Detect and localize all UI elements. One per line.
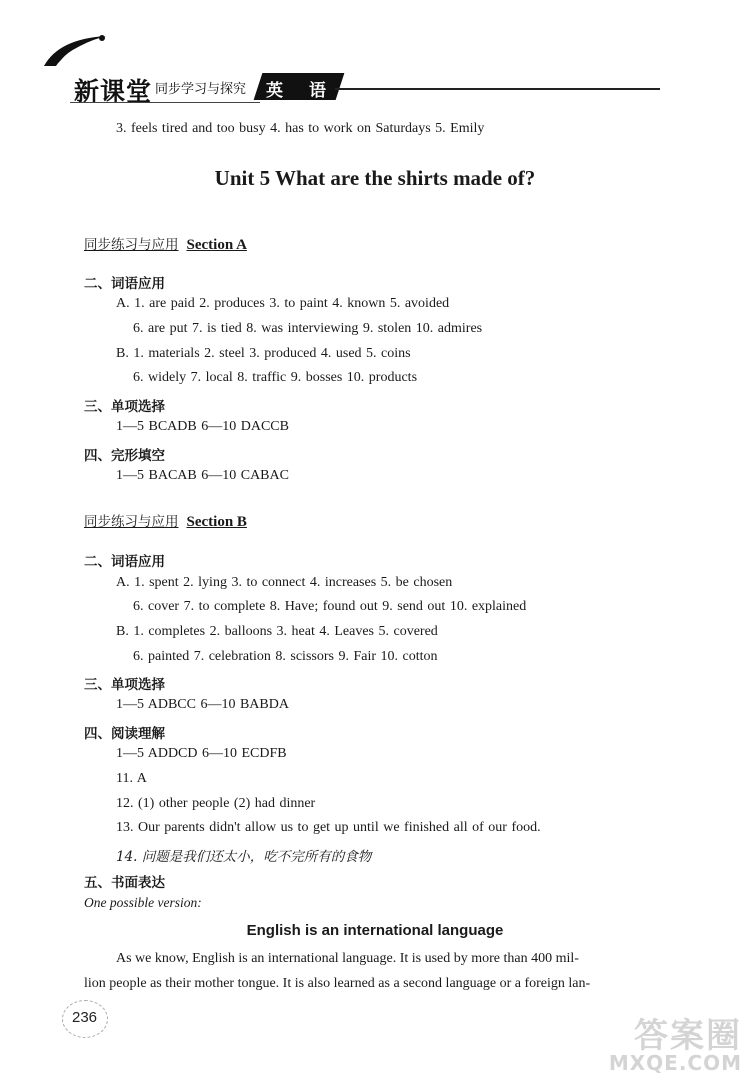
section-a-part2-head: 二、词语应用 bbox=[84, 276, 165, 292]
section-b-title-en: Section B bbox=[186, 514, 247, 530]
section-a-part3-answer: 1—5 BCADB 6—10 DACCB bbox=[116, 419, 289, 434]
section-a-part2-line: A. 1. are paid 2. produces 3. to paint 4. known 5. avoided bbox=[116, 296, 450, 311]
section-b-title-cn: 同步练习与应用 bbox=[84, 514, 179, 530]
section-b-part2-line: A. 1. spent 2. lying 3. to connect 4. increases 5. be chosen bbox=[116, 575, 453, 590]
continued-answers: 3. feels tired and too busy 4. has to work on Saturdays 5. Emily bbox=[116, 121, 485, 136]
subject-label: 英 语 bbox=[266, 81, 336, 101]
watermark-mark: 答案圈 bbox=[634, 1016, 742, 1056]
header-rule bbox=[335, 88, 660, 90]
brand-title: 新课堂 bbox=[74, 77, 153, 106]
section-b-part4-line: 11. A bbox=[116, 771, 147, 786]
section-a-title-en: Section A bbox=[186, 237, 247, 253]
section-b-part2-head: 二、词语应用 bbox=[84, 554, 165, 570]
section-b-part4-line: 1—5 ADDCD 6—10 ECDFB bbox=[116, 746, 287, 761]
watermark bbox=[609, 1008, 742, 1075]
essay-line: lion people as their mother tongue. It is also learned as a second language or a foreign lan- bbox=[84, 976, 591, 991]
brand-subtitle: 同步学习与探究 bbox=[155, 82, 247, 97]
section-a-part4-answer: 1—5 BACAB 6—10 CABAC bbox=[116, 468, 289, 483]
section-a-part3-head: 三、单项选择 bbox=[84, 399, 165, 415]
section-b-part4-line: 13. Our parents didn't allow us to get up until we finished all of our food. bbox=[116, 820, 541, 835]
section-a-part4-head: 四、完形填空 bbox=[84, 448, 165, 464]
unit-title: Unit 5 What are the shirts made of? bbox=[214, 166, 536, 190]
handwritten-answer: 14. 问题是我们还太小，吃不完所有的食物 bbox=[116, 849, 372, 865]
section-a-title bbox=[84, 233, 247, 254]
essay-line: As we know, English is an international language. It is used by more than 400 mil- bbox=[116, 951, 579, 966]
section-a-part2-line: B. 1. materials 2. steel 3. produced 4. used 5. coins bbox=[116, 346, 411, 361]
section-a-title-cn: 同步练习与应用 bbox=[84, 237, 179, 253]
section-b-part3-head: 三、单项选择 bbox=[84, 677, 165, 693]
section-b-part2-line: B. 1. completes 2. balloons 3. heat 4. Leaves 5. covered bbox=[116, 624, 438, 639]
section-b-part2-line: 6. cover 7. to complete 8. Have; found out 9. send out 10. explained bbox=[133, 599, 527, 614]
section-b-part4-line: 12. (1) other people (2) had dinner bbox=[116, 796, 316, 811]
section-b-part5-head: 五、书面表达 bbox=[84, 875, 165, 891]
section-b-part4-head: 四、阅读理解 bbox=[84, 726, 165, 742]
logo-swoosh-icon bbox=[40, 30, 110, 70]
header-underline bbox=[70, 102, 260, 103]
section-a-part2-line: 6. widely 7. local 8. traffic 9. bosses 10. products bbox=[133, 370, 418, 385]
section-b-title bbox=[84, 510, 247, 531]
section-b-part2-line: 6. painted 7. celebration 8. scissors 9. Fair 10. cotton bbox=[133, 649, 438, 664]
watermark-url: MXQE.COM bbox=[608, 1051, 742, 1075]
essay-title: English is an international language bbox=[246, 922, 504, 939]
page-number: 236 bbox=[72, 1009, 98, 1026]
possible-version-note: One possible version: bbox=[84, 895, 202, 910]
section-b-part3-answer: 1—5 ADBCC 6—10 BABDA bbox=[116, 697, 289, 712]
section-a-part2-line: 6. are put 7. is tied 8. was interviewing 9. stolen 10. admires bbox=[133, 321, 483, 336]
